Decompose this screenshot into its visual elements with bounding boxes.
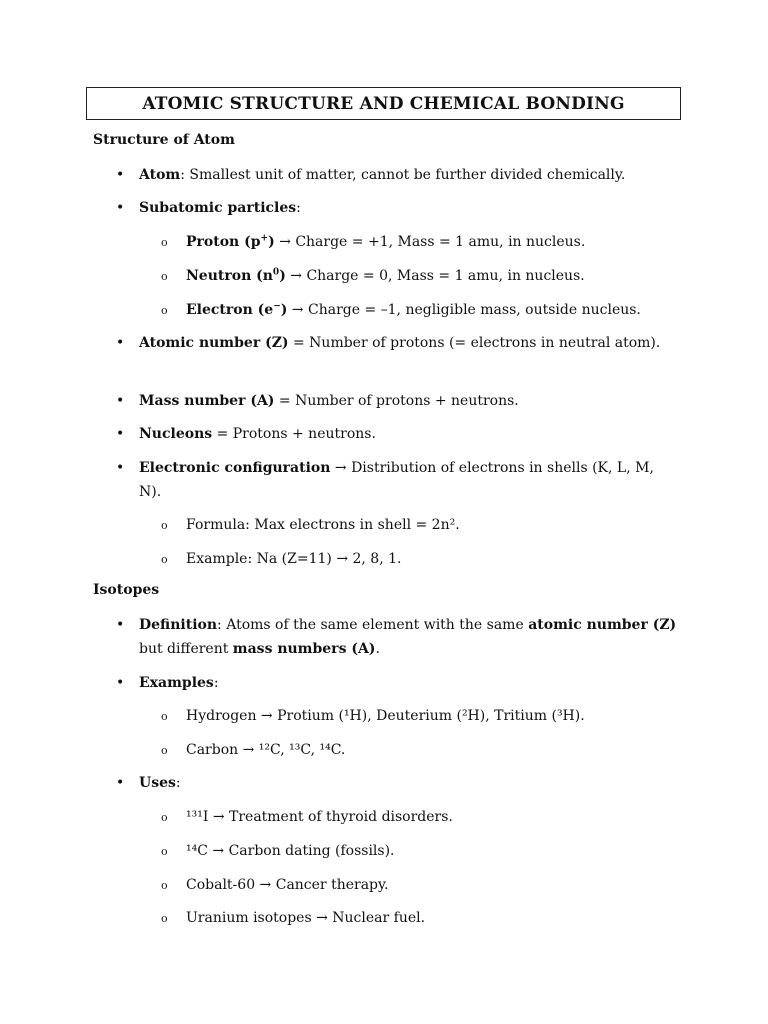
list-item-electron <box>186 298 676 322</box>
text-examples: : <box>213 675 219 691</box>
bullet-circle: o <box>161 553 168 566</box>
list-item-examples <box>139 671 679 695</box>
list-item-use-uranium <box>186 906 676 930</box>
text-atomic-number: = Number of protons (= electrons in neutral atom). <box>288 335 661 351</box>
text-nucleons: = Protons + neutrons. <box>212 426 376 442</box>
list-item-carbon <box>186 738 676 762</box>
sup-neutron: 0 <box>272 267 280 278</box>
sup-proton: + <box>260 233 269 244</box>
list-item-hydrogen <box>186 704 676 728</box>
bullet-disc: • <box>116 200 125 216</box>
bullet-disc: • <box>116 775 125 791</box>
list-item-use-cobalt <box>186 873 676 897</box>
close-neutron: ) <box>279 268 286 284</box>
list-item-use-iodine <box>186 805 676 829</box>
bullet-circle: o <box>161 912 168 925</box>
term-mass-number: Mass number (A) <box>139 393 275 409</box>
text-definition-1: : Atoms of the same element with the same <box>217 617 529 633</box>
bullet-disc: • <box>116 393 125 409</box>
document-title <box>86 87 681 120</box>
text-formula: Formula: Max electrons in shell = 2n² <box>186 517 456 533</box>
bold-mass-numbers: mass numbers (A) <box>232 641 376 657</box>
text-use-carbon: ¹⁴C → Carbon dating (fossils). <box>186 843 395 859</box>
text-hydrogen: Hydrogen → Protium (¹H), Deuterium (²H), Tritium (³H). <box>186 708 585 724</box>
bold-atomic-number: atomic number (Z) <box>528 617 677 633</box>
bullet-circle: o <box>161 744 168 757</box>
term-neutron: Neutron (n <box>186 268 273 284</box>
section-heading-isotopes: Isotopes <box>93 582 160 598</box>
title-text: ATOMIC STRUCTURE AND CHEMICAL BONDING <box>142 93 625 114</box>
section-heading-structure: Structure of Atom <box>93 132 235 148</box>
text-atom: : Smallest unit of matter, cannot be further divided chemically. <box>180 167 626 183</box>
term-examples: Examples <box>139 675 214 691</box>
term-proton: Proton (p <box>186 234 261 250</box>
text-uses: : <box>175 775 181 791</box>
bullet-disc: • <box>116 335 125 351</box>
list-item-formula <box>186 513 676 537</box>
text-subatomic: : <box>296 200 301 216</box>
term-definition: Definition <box>139 617 218 633</box>
list-item-nucleons <box>139 422 679 446</box>
term-atom: Atom <box>139 167 181 183</box>
bullet-disc: • <box>116 460 125 476</box>
list-item-proton <box>186 230 676 254</box>
list-item-uses <box>139 771 679 795</box>
close-electron: ) <box>280 302 288 318</box>
list-item-subatomic <box>139 196 679 220</box>
term-subatomic: Subatomic particles <box>139 200 297 216</box>
bullet-circle: o <box>161 236 168 249</box>
bullet-disc: • <box>116 617 125 633</box>
bullet-circle: o <box>161 270 168 283</box>
text-use-uranium: Uranium isotopes → Nuclear fuel. <box>186 910 426 926</box>
text-use-iodine: ¹³¹I → Treatment of thyroid disorders. <box>186 809 453 825</box>
sup-electron: − <box>273 301 281 312</box>
text-use-cobalt: Cobalt-60 → Cancer therapy. <box>186 877 389 893</box>
text-carbon: Carbon → ¹²C, ¹³C, ¹⁴C. <box>186 742 346 758</box>
bullet-circle: o <box>161 879 168 892</box>
text-definition-end: . <box>375 641 380 657</box>
text-definition-2: but different <box>139 641 233 657</box>
bullet-circle: o <box>161 710 168 723</box>
text-neutron: → Charge = 0, Mass = 1 amu, in nucleus. <box>285 268 585 284</box>
bullet-circle: o <box>161 519 168 532</box>
list-item-neutron <box>186 264 676 288</box>
bullet-circle: o <box>161 304 168 317</box>
text-electron: → Charge = –1, negligible mass, outside nucleus. <box>287 302 641 318</box>
bullet-disc: • <box>116 675 125 691</box>
term-nucleons: Nucleons <box>139 426 213 442</box>
term-electron: Electron (e <box>186 302 274 318</box>
term-electronic-configuration: Electronic configuration <box>139 460 331 476</box>
bullet-circle: o <box>161 845 168 858</box>
list-item-mass-number <box>139 389 679 413</box>
text-formula-end: . <box>455 517 460 533</box>
list-item-example <box>186 547 676 571</box>
text-electronic-configuration: → Distribution of electrons in shells (K, L, M, N). <box>139 460 654 500</box>
text-proton: → Charge = +1, Mass = 1 amu, in nucleus. <box>274 234 586 250</box>
bullet-disc: • <box>116 167 125 183</box>
list-item-definition <box>139 613 679 661</box>
text-mass-number: = Number of protons + neutrons. <box>274 393 519 409</box>
list-item-use-carbon <box>186 839 676 863</box>
bullet-disc: • <box>116 426 125 442</box>
term-uses: Uses <box>139 775 176 791</box>
list-item-atomic-number <box>139 331 679 355</box>
list-item-atom <box>139 163 679 187</box>
list-item-electronic-configuration <box>139 456 679 504</box>
text-example: Example: Na (Z=11) → 2, 8, 1. <box>186 551 402 567</box>
bullet-circle: o <box>161 811 168 824</box>
term-atomic-number: Atomic number (Z) <box>139 335 289 351</box>
close-proton: ) <box>268 234 275 250</box>
